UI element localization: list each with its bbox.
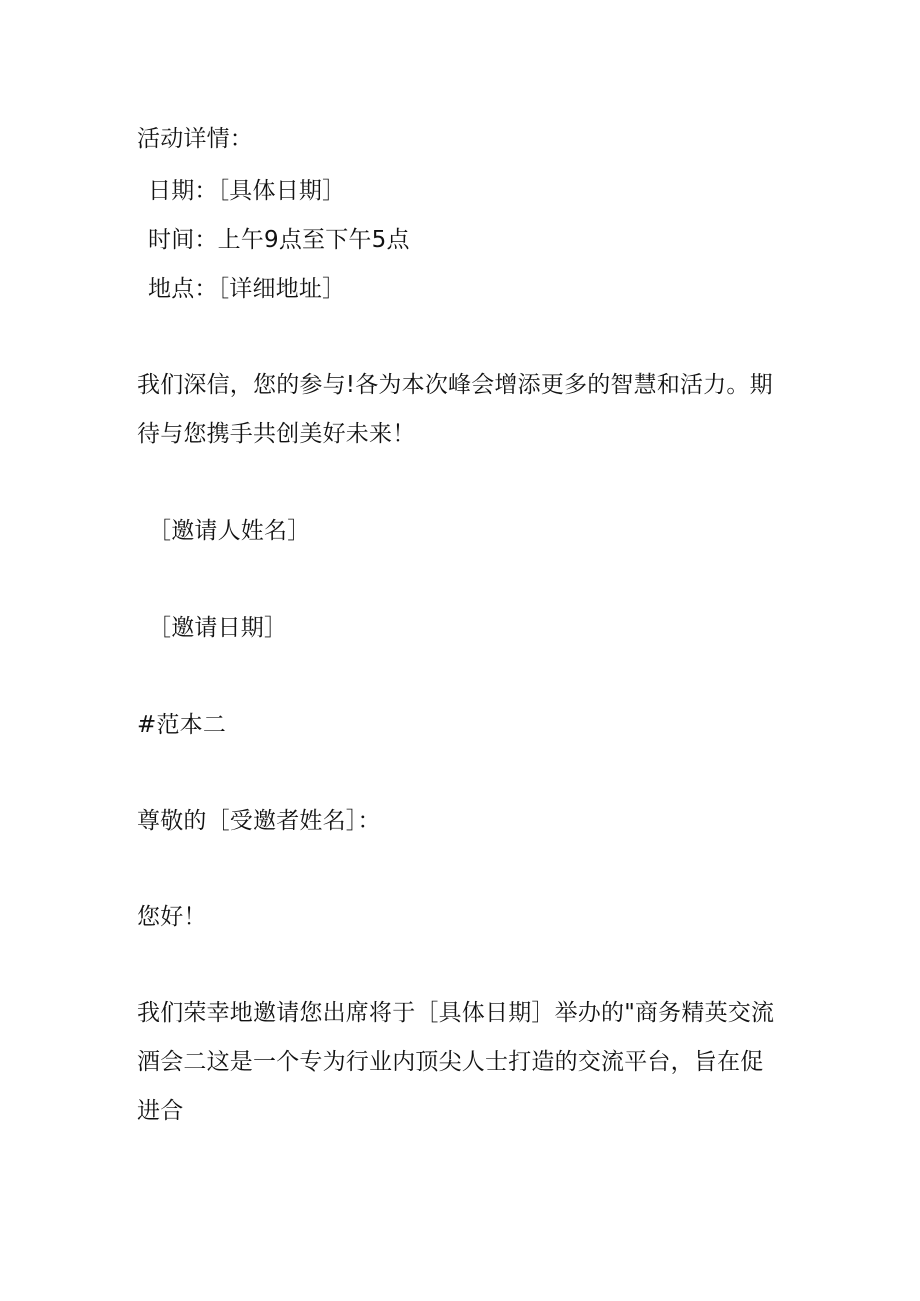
event-date-line: 日期：［具体日期］ bbox=[148, 178, 346, 204]
closing-paragraph-line-1: 我们深信，您的参与!各为本次峰会增添更多的智慧和活力。期 bbox=[137, 372, 773, 398]
event-time-line: 时间：上午9点至下午5点 bbox=[148, 227, 410, 253]
body-paragraph-line-3: 进合 bbox=[137, 1098, 184, 1124]
body-paragraph-line-1: 我们荣幸地邀请您出席将于［具体日期］举办的"商务精英交流 bbox=[137, 1000, 775, 1026]
inviter-name: ［邀请人姓名］ bbox=[148, 518, 311, 544]
event-location-line: 地点：［详细地址］ bbox=[148, 276, 346, 302]
closing-paragraph-line-2: 待与您携手共创美好未来！ bbox=[137, 421, 416, 447]
body-paragraph-line-2: 酒会二这是一个专为行业内顶尖人士打造的交流平台，旨在促 bbox=[137, 1049, 764, 1075]
section-heading: #范本二 bbox=[137, 712, 227, 738]
invite-date: ［邀请日期］ bbox=[148, 615, 288, 641]
event-details-heading: 活动详情： bbox=[137, 126, 253, 152]
salutation: 尊敬的［受邀者姓名］： bbox=[137, 808, 381, 834]
greeting: 您好！ bbox=[137, 904, 207, 930]
